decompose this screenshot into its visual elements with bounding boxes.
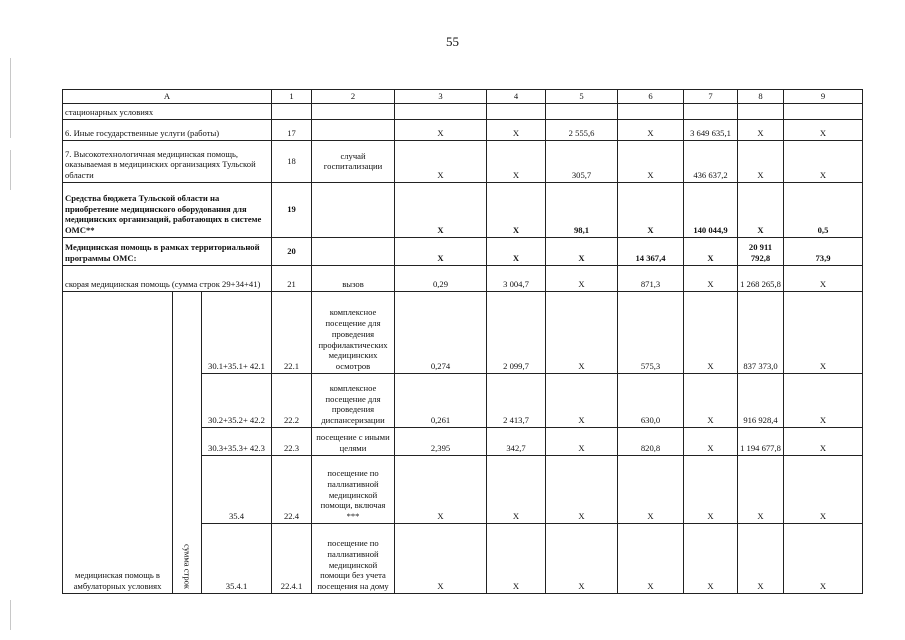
cell: Х (784, 373, 863, 427)
table-row (63, 119, 863, 140)
cell: 871,3 (618, 265, 684, 291)
cell: 0,261 (395, 373, 487, 427)
row-label: Медицинская помощь в рамках территориальной программы ОМС: (63, 237, 272, 265)
cell (618, 103, 684, 119)
cell: 18 (272, 140, 312, 182)
cell: Х (738, 182, 784, 237)
margin-mark (10, 150, 11, 190)
cell: Х (487, 237, 546, 265)
cell: Х (684, 373, 738, 427)
cell: вызов (312, 265, 395, 291)
cell: Х (487, 119, 546, 140)
cell: Х (784, 523, 863, 593)
cell: 0,5 (784, 182, 863, 237)
cell (684, 103, 738, 119)
header-cell: 5 (546, 90, 618, 104)
cell: 73,9 (784, 237, 863, 265)
cell: 0,29 (395, 265, 487, 291)
header-cell: 2 (312, 90, 395, 104)
cell: Х (738, 523, 784, 593)
outpatient-label: медицинская помощь в амбулаторных условиях (63, 291, 173, 593)
cell: Х (395, 523, 487, 593)
cell: 837 373,0 (738, 291, 784, 373)
cell (312, 119, 395, 140)
cell: Х (618, 119, 684, 140)
cell (312, 182, 395, 237)
cell: 30.1+35.1+ 42.1 (202, 291, 272, 373)
cell: Х (546, 455, 618, 523)
cell: Х (546, 523, 618, 593)
cell: 22.4.1 (272, 523, 312, 593)
cell: 98,1 (546, 182, 618, 237)
cell: Х (784, 119, 863, 140)
cell: Х (784, 455, 863, 523)
cell: 20 911 792,8 (738, 237, 784, 265)
sum-rows-label-cell (173, 291, 202, 593)
cell: 30.2+35.2+ 42.2 (202, 373, 272, 427)
header-cell: 6 (618, 90, 684, 104)
cell: 916 928,4 (738, 373, 784, 427)
cell (312, 237, 395, 265)
cell: 2,395 (395, 427, 487, 455)
cell: Х (546, 427, 618, 455)
cell: 342,7 (487, 427, 546, 455)
cell: Х (738, 140, 784, 182)
row-label: 6. Иные государственные услуги (работы) (63, 119, 272, 140)
cell: Х (487, 455, 546, 523)
header-cell: 3 (395, 90, 487, 104)
cell: Х (784, 291, 863, 373)
cell (487, 103, 546, 119)
cell: 3 649 635,1 (684, 119, 738, 140)
cell (395, 103, 487, 119)
cell: 140 044,9 (684, 182, 738, 237)
table-row (63, 140, 863, 182)
margin-mark (10, 600, 11, 630)
cell: 630,0 (618, 373, 684, 427)
row-label: стационарных условиях (63, 103, 272, 119)
cell: Х (684, 291, 738, 373)
cell: 1 268 265,8 (738, 265, 784, 291)
cell: посещение с иными целями (312, 427, 395, 455)
cell: Х (738, 119, 784, 140)
cell: 2 413,7 (487, 373, 546, 427)
cell: Х (487, 182, 546, 237)
cell: 20 (272, 237, 312, 265)
cell: 820,8 (618, 427, 684, 455)
cell: Х (684, 237, 738, 265)
header-cell: 4 (487, 90, 546, 104)
cell: Х (784, 265, 863, 291)
cell: Х (784, 427, 863, 455)
header-cell: 1 (272, 90, 312, 104)
cell: 30.3+35.3+ 42.3 (202, 427, 272, 455)
cell: Х (684, 455, 738, 523)
cell: 3 004,7 (487, 265, 546, 291)
cell: Х (618, 182, 684, 237)
cell: комплексное посещение для проведения диспансеризации (312, 373, 395, 427)
table-row (63, 237, 863, 265)
cell (312, 103, 395, 119)
cell: Х (546, 265, 618, 291)
table-row (63, 265, 863, 291)
cell: Х (395, 119, 487, 140)
cell (546, 103, 618, 119)
row-label: 7. Высокотехнологичная медицинская помощь, оказываемая в медицинских организациях Тульской области (63, 140, 272, 182)
cell: Х (546, 237, 618, 265)
header-cell: 9 (784, 90, 863, 104)
table-row (63, 291, 863, 373)
cell: 14 367,4 (618, 237, 684, 265)
cell (784, 103, 863, 119)
cell: Х (487, 523, 546, 593)
cell: 35.4 (202, 455, 272, 523)
header-cell: 7 (684, 90, 738, 104)
cell: Х (618, 140, 684, 182)
table-row (63, 103, 863, 119)
cell: 22.3 (272, 427, 312, 455)
cell: Х (546, 291, 618, 373)
page-number: 55 (446, 34, 459, 49)
cell: Х (395, 140, 487, 182)
cell: Х (395, 182, 487, 237)
cell (738, 103, 784, 119)
cell: 2 555,6 (546, 119, 618, 140)
cell: 22.2 (272, 373, 312, 427)
cell: 19 (272, 182, 312, 237)
header-cell: 8 (738, 90, 784, 104)
cell: 575,3 (618, 291, 684, 373)
cell: 22.1 (272, 291, 312, 373)
cell: Х (395, 455, 487, 523)
header-row (63, 90, 863, 104)
cell: Х (618, 455, 684, 523)
cell: 2 099,7 (487, 291, 546, 373)
margin-mark (10, 58, 11, 138)
cell: 22.4 (272, 455, 312, 523)
cell: 305,7 (546, 140, 618, 182)
cell: случай госпитализации (312, 140, 395, 182)
cell: Х (546, 373, 618, 427)
cell: Х (395, 237, 487, 265)
header-cell: А (63, 90, 272, 104)
cell: посещение по паллиативной медицинской помощи, включая *** (312, 455, 395, 523)
row-label: скорая медицинская помощь (сумма строк 29+34+41) (63, 265, 272, 291)
cell: Х (684, 427, 738, 455)
financing-table (62, 89, 863, 594)
cell (272, 103, 312, 119)
cell: 1 194 677,8 (738, 427, 784, 455)
cell: Х (487, 140, 546, 182)
table-row (63, 182, 863, 237)
cell: 17 (272, 119, 312, 140)
cell: Х (618, 523, 684, 593)
cell: 436 637,2 (684, 140, 738, 182)
cell: посещение по паллиативной медицинской помощи без учета посещения на дому (312, 523, 395, 593)
cell: 35.4.1 (202, 523, 272, 593)
row-label: Средства бюджета Тульской области на приобретение медицинского оборудования для медицинских организаций, работающих в системе ОМС** (63, 182, 272, 237)
cell: 21 (272, 265, 312, 291)
sum-rows-label: сумма строк (182, 543, 193, 589)
cell: Х (684, 265, 738, 291)
cell: Х (684, 523, 738, 593)
cell: комплексное посещение для проведения профилактических медицинских осмотров (312, 291, 395, 373)
cell: Х (738, 455, 784, 523)
cell: Х (784, 140, 863, 182)
cell: 0,274 (395, 291, 487, 373)
